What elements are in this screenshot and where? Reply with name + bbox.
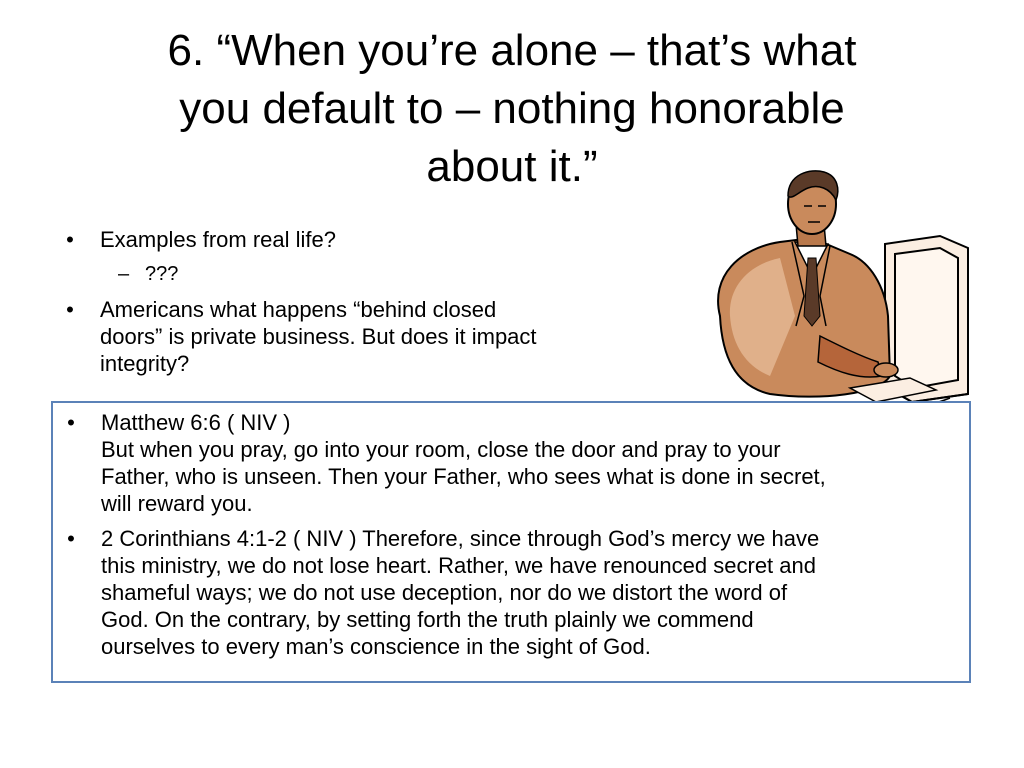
- bullet-item-corinthians: [61, 525, 961, 660]
- bullet-item-matthew: [61, 409, 961, 517]
- bullet-icon: •: [66, 227, 74, 252]
- bullet-text-line: Matthew 6:6 ( NIV ): [101, 410, 291, 435]
- bullet-text-line: ourselves to every man’s conscience in the sight of God.: [101, 634, 651, 659]
- bullet-text-line: Father, who is unseen. Then your Father, who sees what is done in secret,: [101, 464, 826, 489]
- title-line-2: you default to – nothing honorable: [179, 84, 845, 133]
- computer-monitor-icon: [880, 236, 968, 402]
- bullet-text: Examples from real life?: [100, 227, 336, 252]
- bullet-icon: •: [66, 297, 74, 322]
- top-bullet-list: [60, 226, 660, 385]
- bullet-text-line: But when you pray, go into your room, close the door and pray to your: [101, 437, 781, 462]
- title-line-3: about it.”: [426, 142, 598, 191]
- scripture-list: [61, 409, 961, 668]
- bullet-text-line: 2 Corinthians 4:1-2 ( NIV ) Therefore, since through God’s mercy we have: [101, 526, 820, 551]
- bullet-text-line: integrity?: [100, 351, 190, 376]
- man-at-computer-clipart: [700, 166, 970, 422]
- bullet-text-line: will reward you.: [101, 491, 253, 516]
- bullet-text-line: this ministry, we do not lose heart. Rather, we have renounced secret and: [101, 553, 816, 578]
- sub-bullet-text: ???: [145, 263, 179, 285]
- dash-icon: –: [118, 263, 130, 285]
- sub-bullet-item: [60, 261, 660, 288]
- scripture-box: [51, 401, 971, 683]
- title-line-1: 6. “When you’re alone – that’s what: [167, 26, 857, 75]
- bullet-text-line: shameful ways; we do not use deception, nor do we distort the word of: [101, 580, 788, 605]
- bullet-text-line: Americans what happens “behind closed: [100, 297, 497, 322]
- bullet-icon: •: [67, 410, 75, 435]
- bullet-item-examples: [60, 226, 660, 253]
- bullet-item-americans: [60, 296, 660, 377]
- bullet-text-line: doors” is private business. But does it impact: [100, 324, 537, 349]
- bullet-text-line: God. On the contrary, by setting forth the truth plainly we commend: [101, 607, 754, 632]
- bullet-icon: •: [67, 526, 75, 551]
